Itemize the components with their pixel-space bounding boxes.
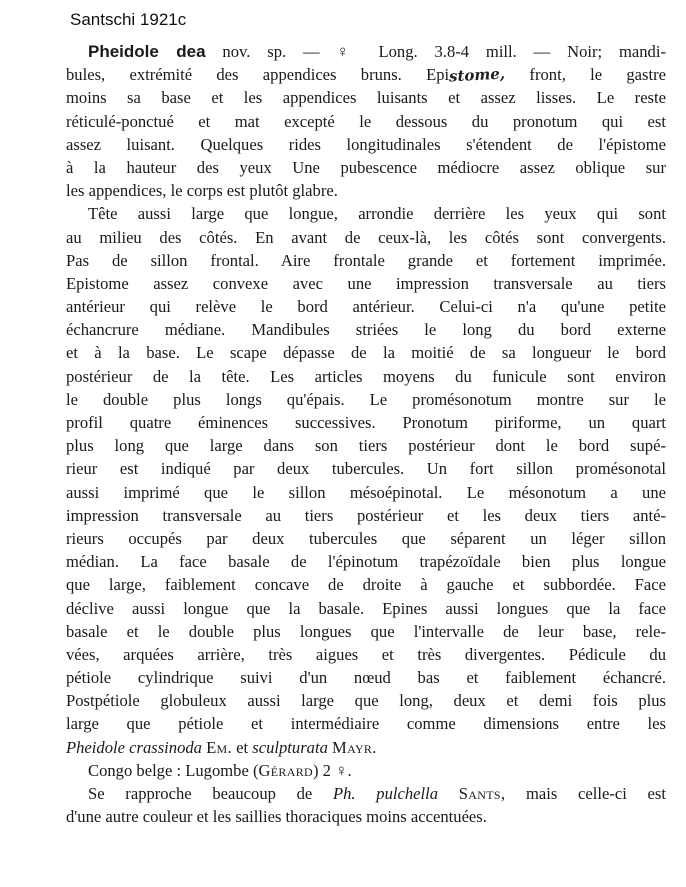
text-line: large que pétiole et intermédiaire comme dimensions entre les: [66, 714, 666, 734]
text-span: ) 2 ♀.: [312, 760, 352, 780]
text-line: Epistome assez convexe avec une impression transversale au tiers: [66, 273, 666, 293]
text-span: Congo belge : Lugombe (: [88, 760, 259, 780]
text-line: assez luisant. Quelques rides longitudinales s'étendent de l'épistome: [66, 134, 666, 154]
species-name: Ph. pulchella: [333, 784, 439, 803]
text-span: bules, extrémité des appendices bruns. Epi: [66, 65, 450, 85]
text-line: et à la base. Le scape dépasse de la moitié de sa longueur le bord: [66, 343, 666, 363]
species-name: Pheidole dea: [88, 42, 206, 61]
text-line: [66, 63, 666, 86]
text-line: [66, 736, 666, 759]
text-span: mais celle-ci est: [505, 784, 666, 803]
text-line: basale et le double plus longues que l'intervalle de leur base, rele-: [66, 621, 666, 641]
text-line: [66, 782, 666, 805]
text-line: vées, arquées arrière, très aigues et très divergentes. Pédicule du: [66, 644, 666, 664]
text-line: réticulé-ponctué et mat excepté le dessous du pronotum qui est: [66, 111, 666, 131]
species-name: sculpturata: [252, 737, 328, 757]
text-span: Se rapproche beaucoup de: [88, 784, 333, 803]
text-line: rieur est indiqué par deux tubercules. Un fort sillon promésonotal: [66, 459, 666, 479]
text-line: profil quatre éminences successives. Pronotum piriforme, un quart: [66, 413, 666, 432]
author-name: Sants,: [458, 784, 506, 803]
text-span: et: [231, 737, 253, 757]
text-line: Pas de sillon frontal. Aire frontale grande et fortement imprimée.: [66, 250, 666, 270]
species-name: Pheidole crassinoda: [66, 737, 202, 757]
author-name: Em.: [206, 737, 232, 757]
text-line: impression transversale au tiers postérieur et les deux tiers anté-: [66, 505, 666, 525]
text-line: que large, faiblement concave de droite à gauche et subbordée. Face: [66, 575, 666, 595]
text-span: front, le gastre: [505, 65, 666, 85]
text-line: d'une autre couleur et les saillies thoraciques moins accentuées.: [66, 807, 487, 827]
text-line: antérieur qui relève le bord antérieur. Celui-ci n'a qu'une petite: [66, 297, 666, 317]
text-line: Tête aussi large que longue, arrondie derrière les yeux qui sont: [88, 204, 666, 224]
text-line: postérieur de la tête. Les articles moyens du funicule sont environ: [66, 366, 666, 386]
text-line: rieurs occupés par deux tubercules que séparent un léger sillon: [66, 528, 666, 548]
citation-header: Santschi 1921c: [70, 10, 187, 29]
text-line: pétiole cylindrique suivi d'un nœud bas et faiblement échancré.: [66, 668, 666, 688]
text-span: nov. sp. — ♀ Long. 3.8-4 mill. — Noir; mandi-: [205, 42, 666, 61]
text-line: au milieu des côtés. En avant de ceux-là, les côtés sont convergents.: [66, 227, 666, 247]
handwritten-annotation: stome,: [448, 64, 506, 86]
text-line: aussi imprimé que le sillon mésoépinotal. Le mésonotum a une: [66, 482, 666, 502]
author-name: Mayr.: [332, 737, 377, 757]
collector-name: Gérard: [258, 760, 313, 780]
text-line: le double plus longs qu'épais. Le promésonotum montre sur le: [66, 389, 666, 409]
text-line: [66, 40, 666, 63]
text-line: à la hauteur des yeux Une pubescence médiocre assez oblique sur: [66, 157, 666, 177]
text-line: [66, 759, 666, 782]
text-line: médian. La face basale de l'épinotum trapézoïdale bien plus longue: [66, 552, 666, 572]
description-text: [66, 40, 666, 828]
text-line: déclive aussi longue que la basale. Epines aussi longues que la face: [66, 598, 666, 618]
text-line: les appendices, le corps est plutôt glabre.: [66, 181, 338, 201]
text-line: échancrure médiane. Mandibules striées le long du bord externe: [66, 320, 666, 340]
text-line: moins sa base et les appendices luisants et assez lisses. Le reste: [66, 88, 666, 108]
text-line: Postpétiole globuleux aussi large que long, deux et demi fois plus: [66, 691, 666, 711]
text-line: plus long que large dans son tiers postérieur dont le bord supé-: [66, 436, 666, 456]
